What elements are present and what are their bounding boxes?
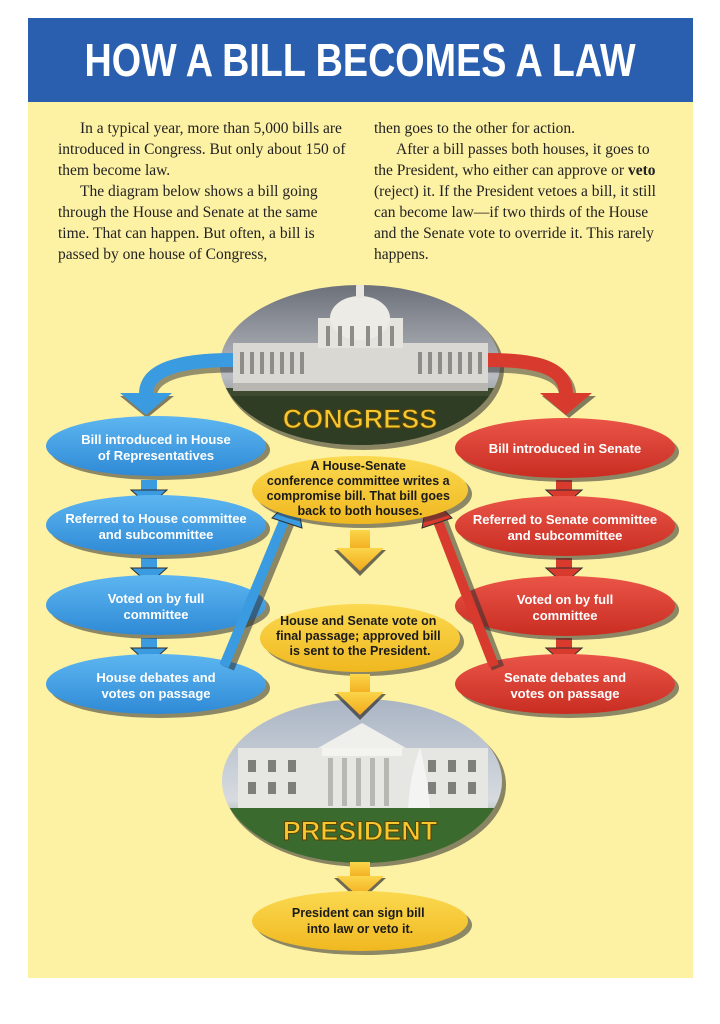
- curved-arrow-to-house: [120, 360, 233, 418]
- text-line: House and Senate vote on: [280, 614, 437, 628]
- text-line: into law or veto it.: [306, 922, 414, 936]
- text-line: conference committee writes a: [266, 474, 450, 488]
- president-action-oval: [252, 891, 472, 955]
- president-oval: [218, 698, 508, 868]
- text-line: final passage; approved bill: [275, 629, 441, 643]
- down-arrow: [334, 530, 386, 576]
- house-step-label: [81, 432, 231, 463]
- text-line: votes on passage: [101, 686, 211, 701]
- text-line: Senate debates and: [503, 670, 627, 685]
- text-line: of Representatives: [97, 448, 215, 463]
- president-label: PRESIDENT: [282, 816, 438, 846]
- text-line: Bill introduced in House: [81, 432, 231, 447]
- bill-process-diagram: [28, 18, 693, 978]
- text-line: committee: [123, 607, 189, 622]
- intro-paragraph: then goes to the other for action.: [374, 120, 576, 137]
- senate-column: [455, 418, 679, 718]
- veto-term: veto: [627, 162, 656, 179]
- text-line: is sent to the President.: [289, 644, 431, 658]
- text-line: Referred to Senate committee: [472, 512, 658, 527]
- text-line: committee: [532, 608, 598, 623]
- senate-step-label: [504, 670, 626, 701]
- text-line: President can sign bill: [291, 906, 425, 920]
- house-step-label: [96, 670, 215, 701]
- text-line: Voted on by full: [107, 591, 205, 606]
- text-line: compromise bill. That bill goes: [266, 489, 450, 503]
- house-step-oval: [46, 495, 270, 559]
- text-line: House debates and: [96, 670, 216, 685]
- text-line: back to both houses.: [297, 504, 423, 518]
- text-line: Voted on by full: [516, 592, 614, 607]
- senate-step-oval: [455, 418, 679, 482]
- page-title: HOW A BILL BECOMES A LAW: [84, 34, 637, 86]
- intro-paragraph: The diagram below shows a bill going through the House and Senate at the same time. That can happen. But often, a bill is passed by one house of Congress,: [58, 183, 318, 263]
- house-column: [46, 416, 270, 718]
- final-passage-label: [276, 614, 444, 658]
- intro-paragraph: In a typical year, more than 5,000 bills are introduced in Congress. But only about 150 of them become law.: [58, 120, 346, 179]
- congress-label: CONGRESS: [282, 404, 438, 434]
- poster-page: [28, 18, 693, 978]
- text-line: Referred to House committee: [65, 511, 247, 526]
- intro-text: (reject) it. If the President vetoes a bill, it still can become law—if two thirds of the House and the Senate vote to override it. This rarely happens.: [374, 183, 656, 263]
- text-line: and subcommittee: [507, 528, 623, 543]
- curved-arrow-to-senate: [488, 360, 596, 418]
- congress-oval: [218, 283, 508, 456]
- senate-step-oval: [455, 496, 679, 560]
- final-passage-oval: [260, 604, 464, 676]
- senate-step-label: [489, 441, 641, 456]
- text-line: and subcommittee: [98, 527, 214, 542]
- text-line: Bill introduced in Senate: [488, 441, 642, 456]
- intro-text: After a bill passes both houses, it goes to the President, who either can approve or: [374, 141, 650, 179]
- text-line: A House-Senate: [310, 459, 406, 473]
- text-line: votes on passage: [510, 686, 620, 701]
- house-step-oval: [46, 416, 270, 480]
